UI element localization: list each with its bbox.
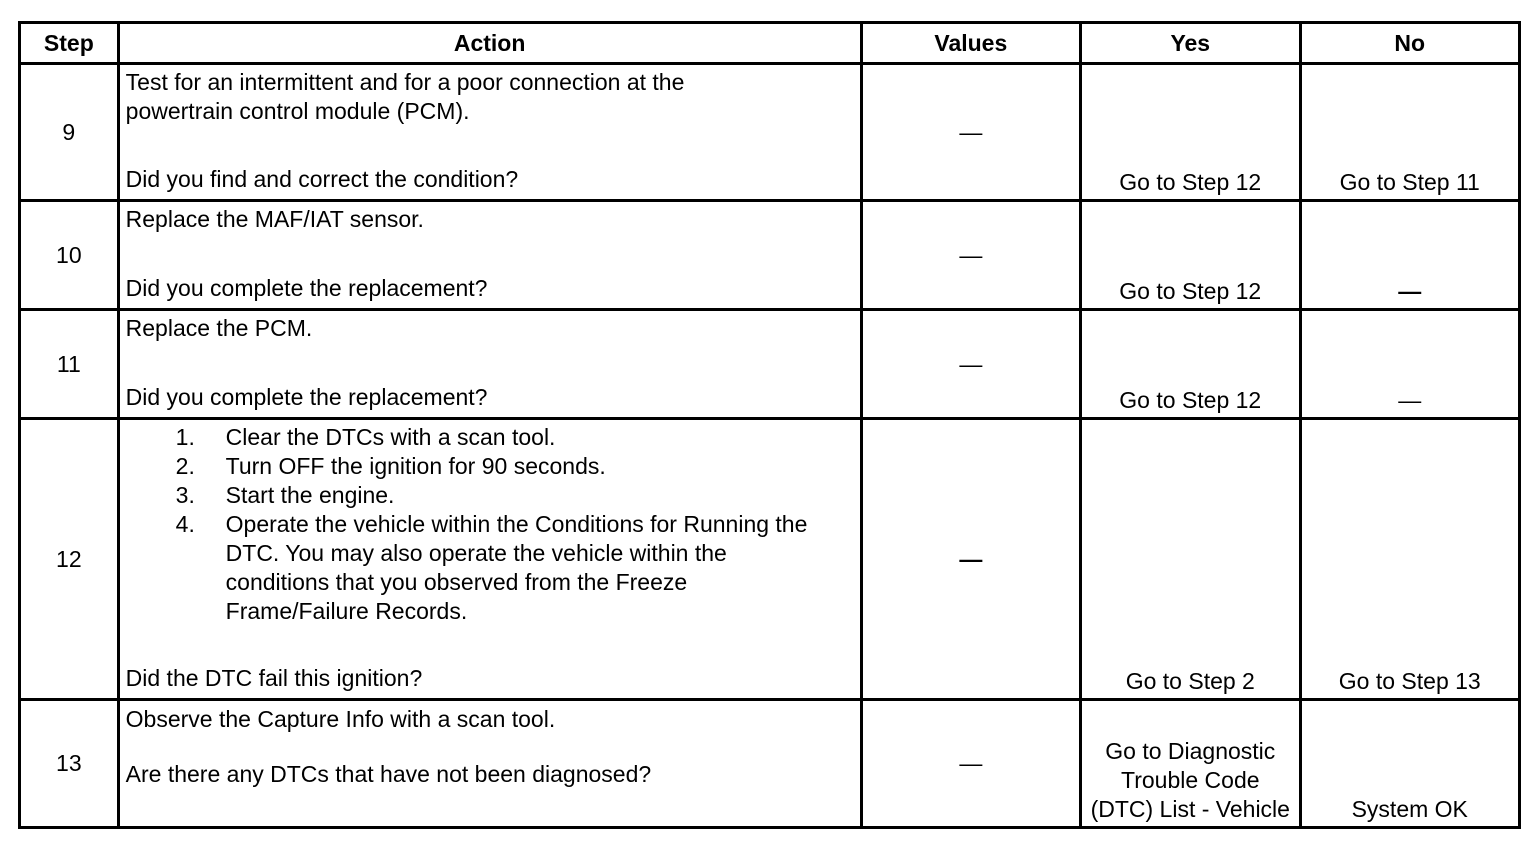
header-no: No	[1300, 23, 1520, 64]
list-text: Operate the vehicle within the Conditions for Running the DTC. You may also operate the vehicle within the conditions that you observed from the Freeze Frame/Failure Records.	[225, 511, 808, 624]
list-item	[126, 423, 854, 452]
action-cell	[118, 201, 861, 310]
yes-cell: Go to Step 12	[1081, 64, 1300, 201]
yes-cell: Go to Diagnostic Trouble Code (DTC) List - Vehicle	[1081, 700, 1300, 828]
table-row	[20, 419, 1520, 700]
table-row	[20, 310, 1520, 419]
action-cell	[118, 700, 861, 828]
list-number: 2.	[175, 453, 195, 479]
no-cell: Go to Step 11	[1300, 64, 1520, 201]
step-number: 11	[20, 310, 119, 419]
step-number: 9	[20, 64, 119, 201]
action-question: Did the DTC fail this ignition?	[125, 665, 423, 691]
yes-cell: Go to Step 12	[1081, 310, 1300, 419]
action-text: Replace the PCM.	[125, 315, 313, 341]
action-cell	[118, 419, 861, 700]
table-row	[20, 700, 1520, 828]
header-values: Values	[861, 23, 1080, 64]
list-number: 1.	[175, 424, 195, 450]
action-text	[126, 68, 854, 126]
action-question: Are there any DTCs that have not been diagnosed?	[125, 761, 652, 787]
list-number: 3.	[175, 482, 195, 508]
table-header-row	[20, 23, 1520, 64]
list-number: 4.	[175, 511, 195, 537]
list-item	[126, 510, 854, 626]
no-cell: System OK	[1300, 700, 1520, 828]
action-text: Replace the MAF/IAT sensor.	[125, 206, 424, 232]
no-cell: —	[1300, 201, 1520, 310]
header-action: Action	[118, 23, 861, 64]
list-item	[126, 481, 854, 510]
list-text: Start the engine.	[225, 482, 395, 508]
step-number: 10	[20, 201, 119, 310]
diagnostic-table-container	[18, 21, 1521, 829]
values-cell: —	[861, 310, 1080, 419]
header-yes: Yes	[1081, 23, 1300, 64]
values-cell: —	[861, 419, 1080, 700]
yes-cell: Go to Step 2	[1081, 419, 1300, 700]
values-cell: —	[861, 201, 1080, 310]
action-question: Did you find and correct the condition?	[125, 166, 519, 192]
table-row	[20, 201, 1520, 310]
action-question: Did you complete the replacement?	[125, 384, 488, 410]
values-cell: —	[861, 64, 1080, 201]
list-text: Turn OFF the ignition for 90 seconds.	[225, 453, 606, 479]
action-cell	[118, 64, 861, 201]
action-line: Test for an intermittent and for a poor connection at the	[125, 69, 685, 95]
procedure-list	[126, 423, 854, 626]
step-number: 13	[20, 700, 119, 828]
list-item	[126, 452, 854, 481]
header-step: Step	[20, 23, 119, 64]
action-question: Did you complete the replacement?	[125, 275, 488, 301]
no-cell: Go to Step 13	[1300, 419, 1520, 700]
diagnostic-table	[18, 21, 1521, 829]
list-text: Clear the DTCs with a scan tool.	[225, 424, 556, 450]
step-number: 12	[20, 419, 119, 700]
action-text: Observe the Capture Info with a scan tool.	[125, 706, 556, 732]
no-cell: —	[1300, 310, 1520, 419]
action-line: powertrain control module (PCM).	[125, 98, 470, 124]
values-cell: —	[861, 700, 1080, 828]
table-row	[20, 64, 1520, 201]
action-cell	[118, 310, 861, 419]
yes-cell: Go to Step 12	[1081, 201, 1300, 310]
